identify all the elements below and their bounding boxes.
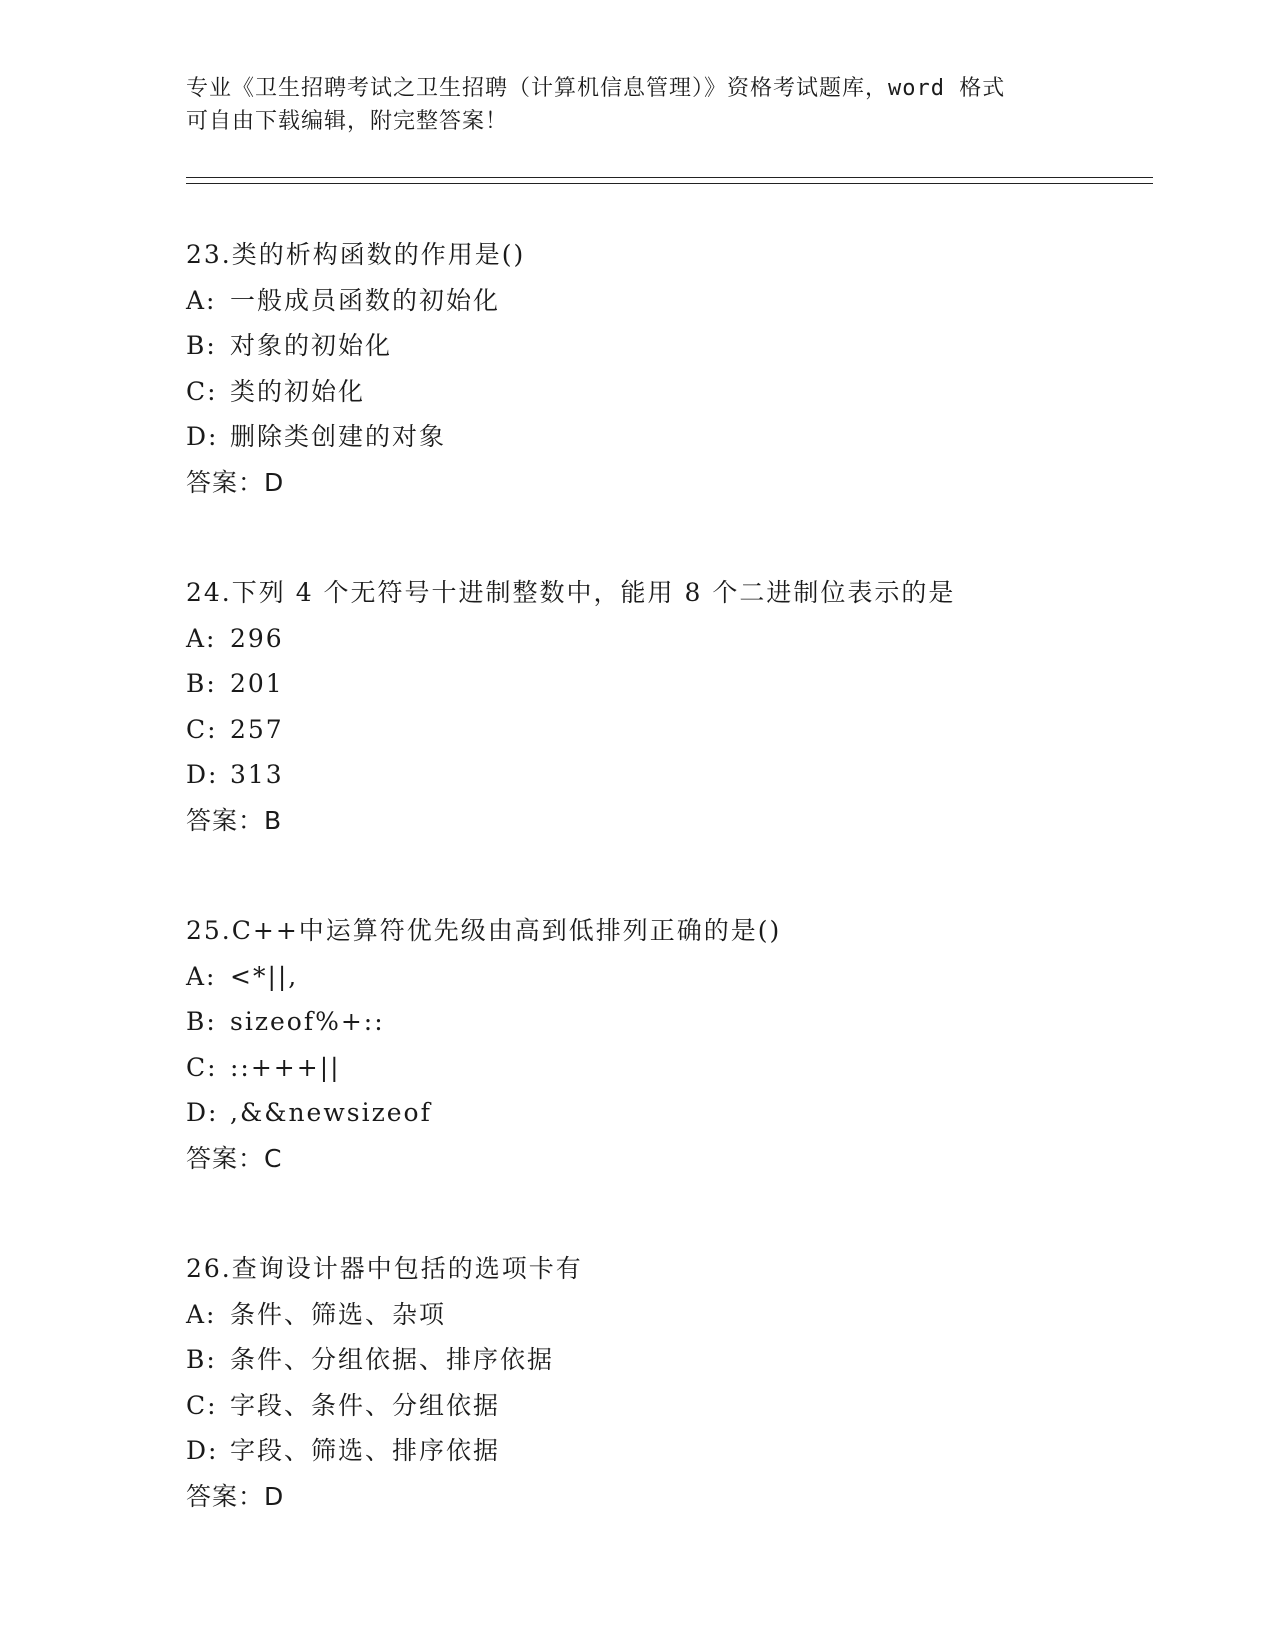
option-text: <*||, — [230, 961, 299, 991]
option-label: C: — [186, 376, 218, 406]
option-text: 201 — [230, 669, 284, 698]
answer-text: 答案：D — [186, 1481, 285, 1511]
option-text: 257 — [230, 714, 284, 744]
option-a — [186, 954, 1186, 1000]
option-b — [186, 1337, 1186, 1383]
option-a — [186, 1292, 1186, 1338]
option-d — [186, 1090, 1186, 1136]
question-23 — [186, 232, 1186, 505]
option-text: 条件、筛选、杂项 — [230, 1299, 447, 1329]
question-list — [186, 232, 1186, 1519]
option-c — [186, 369, 1186, 415]
question-text: 23.类的析构函数的作用是() — [186, 240, 526, 269]
answer-text: 答案：B — [186, 805, 283, 835]
option-label: C: — [186, 1390, 218, 1420]
option-text: sizeof%+:: — [230, 1007, 385, 1036]
option-d — [186, 414, 1186, 460]
option-b — [186, 661, 1186, 707]
header-line-2: 可自由下载编辑，附完整答案！ — [186, 109, 509, 134]
option-label: C: — [186, 1052, 218, 1082]
option-c — [186, 1383, 1186, 1429]
question-text: 24.下列 4 个无符号十进制整数中，能用 8 个二进制位表示的是 — [186, 578, 956, 607]
option-label: B: — [186, 1007, 217, 1036]
option-text: 对象的初始化 — [230, 331, 393, 360]
option-text: 类的初始化 — [230, 376, 366, 406]
option-text: ::+++|| — [230, 1052, 341, 1082]
question-24 — [186, 570, 1186, 843]
question-25 — [186, 908, 1186, 1181]
option-text: 条件、分组依据、排序依据 — [230, 1345, 555, 1374]
option-d — [186, 752, 1186, 798]
question-text: 25.C++中运算符优先级由高到低排列正确的是() — [186, 916, 782, 945]
option-label: A: — [186, 623, 217, 653]
option-c — [186, 1045, 1186, 1091]
option-label: D: — [186, 760, 219, 789]
option-label: D: — [186, 1098, 219, 1127]
option-text: 313 — [230, 760, 284, 789]
option-text: ,&&newsizeof — [230, 1098, 432, 1127]
option-text: 字段、条件、分组依据 — [230, 1390, 501, 1420]
option-label: A: — [186, 1299, 217, 1329]
option-text: 296 — [230, 623, 284, 653]
option-label: B: — [186, 331, 217, 360]
option-label: B: — [186, 1345, 217, 1374]
page-header — [186, 72, 1086, 138]
header-double-rule — [186, 177, 1153, 184]
option-label: C: — [186, 714, 218, 744]
option-b — [186, 323, 1186, 369]
option-c — [186, 707, 1186, 753]
answer-text: 答案：D — [186, 467, 285, 497]
option-text: 字段、筛选、排序依据 — [230, 1436, 501, 1465]
option-label: A: — [186, 961, 217, 991]
option-d — [186, 1428, 1186, 1474]
option-label: A: — [186, 285, 217, 315]
option-text: 一般成员函数的初始化 — [230, 285, 501, 315]
answer-text: 答案：C — [186, 1143, 283, 1173]
option-a — [186, 278, 1186, 324]
question-text: 26.查询设计器中包括的选项卡有 — [186, 1254, 583, 1283]
header-line-1: 专业《卫生招聘考试之卫生招聘（计算机信息管理）》资格考试题库，word 格式 — [186, 76, 1006, 101]
option-a — [186, 616, 1186, 662]
option-label: D: — [186, 422, 219, 451]
question-26 — [186, 1246, 1186, 1519]
option-b — [186, 999, 1186, 1045]
option-label: D: — [186, 1436, 219, 1465]
option-label: B: — [186, 669, 217, 698]
option-text: 删除类创建的对象 — [230, 422, 447, 451]
